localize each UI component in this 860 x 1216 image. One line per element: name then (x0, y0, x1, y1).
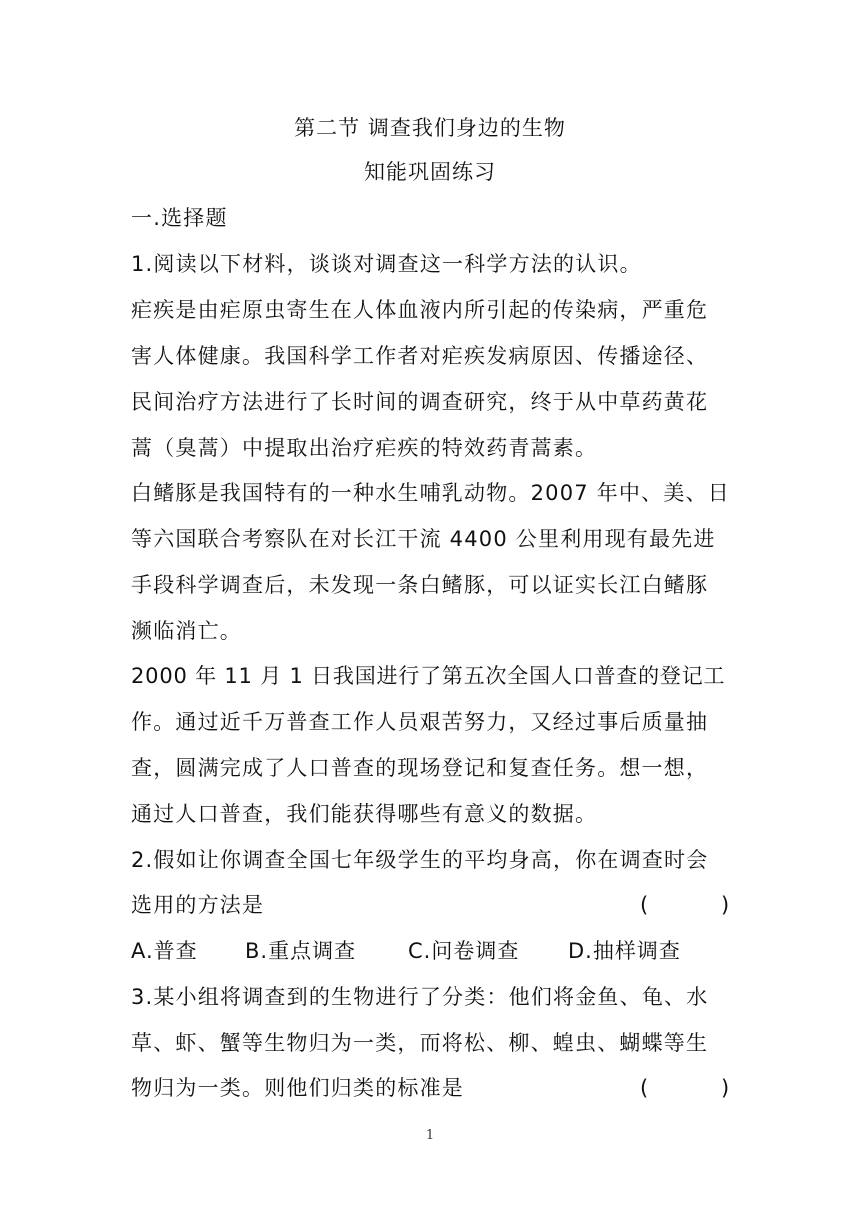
q1-para2-line: 白鳍豚是我国特有的一种水生哺乳动物。2007 年中、美、日 (131, 481, 730, 505)
question-3-line: 草、虾、蟹等生物归为一类，而将松、柳、蝗虫、蝴蝶等生 (131, 1031, 709, 1055)
question-1-prompt: 1.阅读以下材料，谈谈对调查这一科学方法的认识。 (131, 252, 642, 276)
question-3-line: 物归为一类。则他们归类的标准是 (131, 1076, 464, 1100)
question-2-line: 2.假如让你调查全国七年级学生的平均身高，你在调查时会 (131, 848, 709, 872)
q1-para3-line: 通过人口普查，我们能获得哪些有意义的数据。 (131, 802, 598, 826)
section-heading: 一.选择题 (131, 206, 228, 230)
option-b: B.重点调查 (245, 939, 357, 963)
q1-para1-line: 疟疾是由疟原虫寄生在人体血液内所引起的传染病，严重危 (131, 298, 709, 322)
q1-para3-line: 查，圆满完成了人口普查的现场登记和复查任务。想一想， (131, 756, 709, 780)
q1-para3-line: 2000 年 11 月 1 日我国进行了第五次全国人口普查的登记工 (131, 664, 726, 688)
option-d: D.抽样调查 (568, 939, 681, 963)
q1-para1-line: 害人体健康。我国科学工作者对疟疾发病原因、传播途径、 (131, 344, 709, 368)
q1-para1-line: 蒿（臭蒿）中提取出治疗疟疾的特效药青蒿素。 (131, 436, 598, 460)
answer-paren-close: ) (721, 1076, 730, 1100)
page-subtitle: 知能巩固练习 (364, 160, 496, 184)
answer-paren-close: ) (721, 893, 730, 917)
question-3-line: 3.某小组将调查到的生物进行了分类：他们将金鱼、龟、水 (131, 985, 709, 1009)
q1-para2-line: 等六国联合考察队在对长江干流 4400 公里利用现有最先进 (131, 527, 716, 551)
question-2-line: 选用的方法是 (131, 893, 265, 917)
option-a: A.普查 (131, 939, 198, 963)
q1-para1-line: 民间治疗方法进行了长时间的调查研究，终于从中草药黄花 (131, 390, 709, 414)
answer-paren-open: ( (640, 1076, 649, 1100)
q1-para2-line: 手段科学调查后，未发现一条白鳍豚，可以证实长江白鳍豚 (131, 573, 709, 597)
option-c: C.问卷调查 (408, 939, 520, 963)
q1-para3-line: 作。通过近千万普查工作人员艰苦努力，又经过事后质量抽 (131, 710, 709, 734)
answer-paren-open: ( (640, 893, 649, 917)
q1-para2-line: 濒临消亡。 (131, 619, 242, 643)
page-title: 第二节 调查我们身边的生物 (294, 116, 566, 140)
page-number: 1 (425, 1128, 435, 1143)
